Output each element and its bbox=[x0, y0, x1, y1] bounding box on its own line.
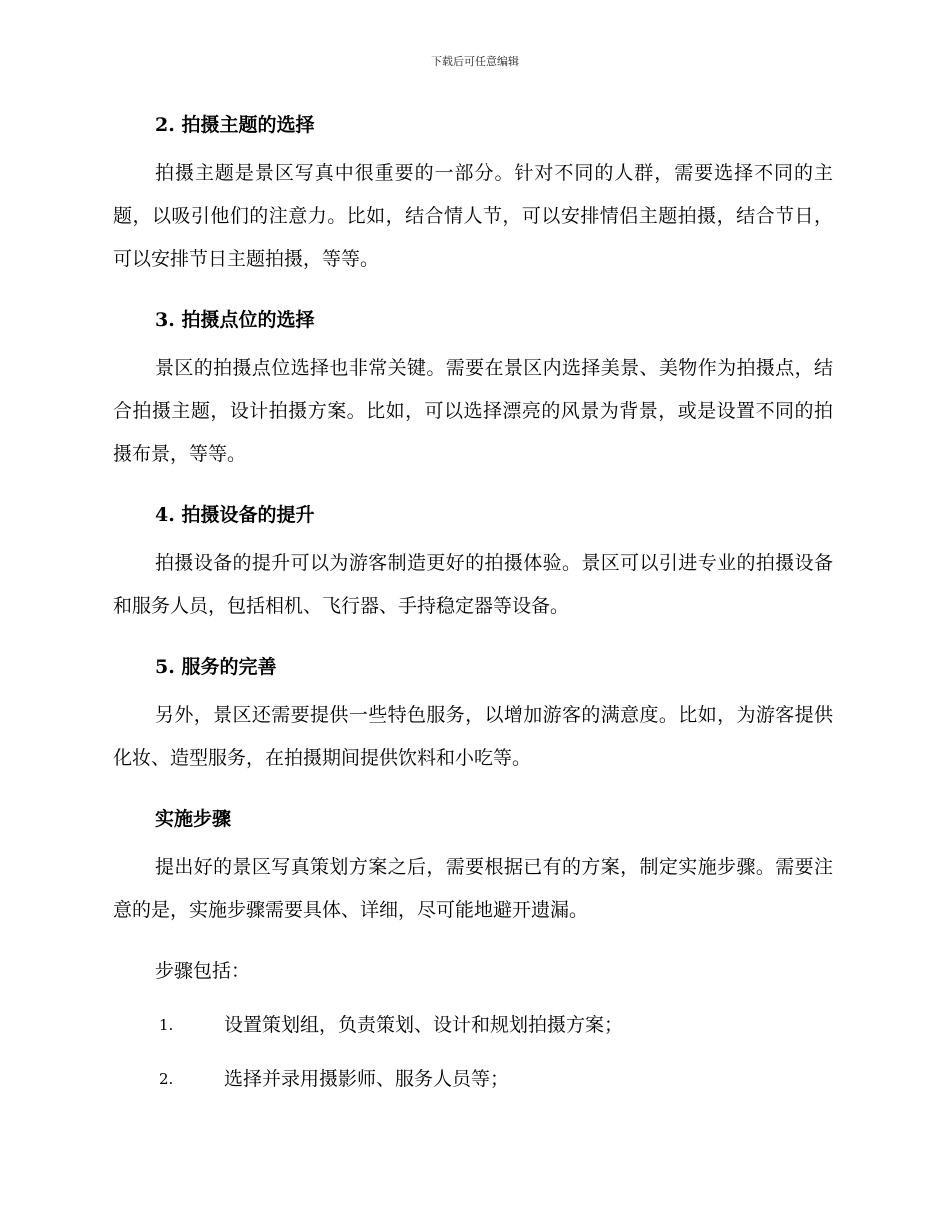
list-item-text: 选择并录用摄影师、服务人员等； bbox=[224, 1068, 510, 1090]
page-header: 下载后可任意编辑 bbox=[431, 55, 519, 68]
section-paragraph-implementation: 提出好的景区写真策划方案之后，需要根据已有的方案，制定实施步骤。需要注意的是，实施步骤需要具体、详细，尽可能地避开遗漏。 bbox=[113, 856, 833, 921]
section-heading-theme: 2. 拍摄主题的选择 bbox=[155, 114, 315, 136]
section-heading-implementation: 实施步骤 bbox=[155, 808, 232, 830]
list-item bbox=[113, 1064, 833, 1094]
section-heading-equipment: 4. 拍摄设备的提升 bbox=[155, 504, 315, 526]
section-paragraph-theme: 拍摄主题是景区写真中很重要的一部分。针对不同的人群，需要选择不同的主题，以吸引他们的注意力。比如，结合情人节，可以安排情侣主题拍摄，结合节日，可以安排节日主题拍摄，等等。 bbox=[113, 162, 833, 270]
section-paragraph-equipment: 拍摄设备的提升可以为游客制造更好的拍摄体验。景区可以引进专业的拍摄设备和服务人员，包括相机、飞行器、手持稳定器等设备。 bbox=[113, 552, 833, 617]
section-paragraph-location: 景区的拍摄点位选择也非常关键。需要在景区内选择美景、美物作为拍摄点，结合拍摄主题，设计拍摄方案。比如，可以选择漂亮的风景为背景，或是设置不同的拍摄布景，等等。 bbox=[113, 357, 833, 465]
document-body bbox=[113, 110, 833, 1094]
list-item bbox=[113, 1010, 833, 1040]
section-heading-location: 3. 拍摄点位的选择 bbox=[155, 309, 315, 331]
steps-intro: 步骤包括： bbox=[155, 960, 251, 982]
list-item-number: 2. bbox=[159, 1070, 174, 1088]
list-item-number: 1. bbox=[159, 1016, 174, 1034]
list-item-text: 设置策划组，负责策划、设计和规划拍摄方案； bbox=[224, 1014, 624, 1036]
section-paragraph-service: 另外，景区还需要提供一些特色服务，以增加游客的满意度。比如，为游客提供化妆、造型服务，在拍摄期间提供饮料和小吃等。 bbox=[113, 704, 833, 769]
section-heading-service: 5. 服务的完善 bbox=[155, 656, 277, 678]
